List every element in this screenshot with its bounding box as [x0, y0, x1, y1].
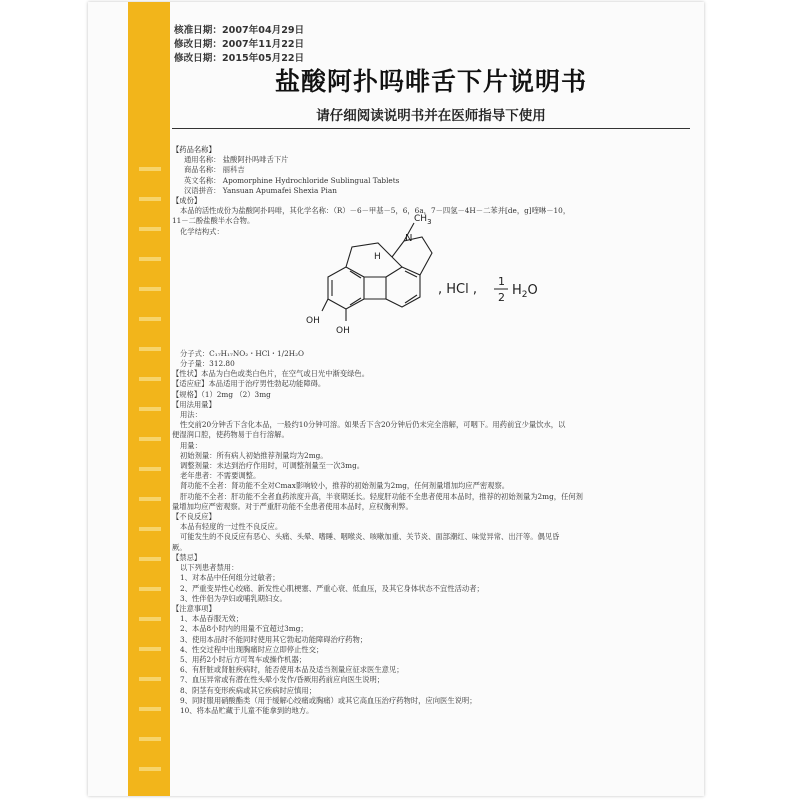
hydroxyl-label-1: OH [306, 315, 320, 326]
trade-name: 商品名称： 丽科吉 [184, 165, 245, 175]
caution-item: 4、性交过程中出现胸痛时应立即停止性交； [180, 644, 324, 654]
section-header-contraindications: 【禁忌】 [172, 552, 202, 562]
hemihydrate-numerator: 1 [498, 274, 505, 288]
caution-item: 6、有肝脏或肾脏疾病时，能否使用本品及适当剂量应征求医生意见； [180, 665, 404, 675]
ring-c [386, 267, 420, 307]
contra-item: 2、严重变异性心绞痛、新发性心肌梗塞、严重心衰、低血压，及其它身体状态不宜性活动者； [180, 583, 484, 593]
section-properties: 【性状】本品为白色或类白色片，在空气或日光中渐变绿色。 [172, 369, 370, 379]
yellow-stripe [128, 2, 170, 796]
caution-item: 9、同时服用硝酸酯类（用于缓解心绞痛或胸痛）或其它高血压治疗药物时，应向医生说明； [180, 695, 477, 705]
section-header-drug-name: 【药品名称】 [172, 145, 216, 154]
caution-item: 2、本品8小时内的用量不宜超过3mg； [180, 624, 308, 634]
approval-dates [174, 24, 304, 66]
ring-b [346, 243, 392, 267]
section-header-adverse: 【不良反应】 [172, 512, 216, 522]
composition-text-2: 11－二酚盐酸半水合物。 [172, 216, 255, 226]
section-indication: 【适应症】本品适用于治疗男性勃起功能障碍。 [172, 379, 326, 389]
dose-hepatic-1: 肝功能不全者：肝功能不全者血药浓度升高，半衰期延长。轻度肝功能不全患者使用本品时，推荐的初始剂量为2mg，任何剂 [180, 491, 583, 501]
hydroxyl-label-2: OH [336, 325, 350, 336]
caution-item: 1、本品吞服无效； [180, 614, 244, 624]
revision-date-2: 修改日期：2015年05月22日 [174, 53, 305, 64]
section-header-composition: 【成份】 [172, 196, 202, 206]
hydrogen-label: H [374, 251, 381, 262]
molecular-formula: 分子式：C₁₇H₁₇NO₂・HCl・1/2H₂O [180, 348, 305, 358]
leaflet-body [172, 145, 690, 716]
hemihydrate-denominator: 2 [498, 290, 505, 304]
composition-text-1: 本品的活性成份为盐酸阿扑吗啡，其化学名称：（R）－6－甲基－5，6，6a，7－四氢－4H－二苯并[de，g]喹啉－10， [180, 206, 571, 216]
approval-date: 核准日期：2007年04月29日 [174, 25, 305, 36]
caution-item: 7、血压异常或有潜在性头晕小发作/昏厥用药前应向医生说明； [180, 675, 385, 685]
english-name: 英文名称： Apomorphine Hydrochloride Sublingual Tablets [184, 175, 400, 185]
usage-text-2: 便湿润口腔，使药物易于自行溶解。 [172, 430, 289, 440]
revision-date-1: 修改日期：2007年11月22日 [174, 39, 305, 50]
title-divider [172, 128, 690, 129]
salt-label: , HCl , [438, 281, 477, 297]
caution-item: 3、使用本品时不能同时使用其它勃起功能障碍治疗药物； [180, 634, 368, 644]
dose-initial: 初始剂量：所有病人初始推荐剂量均为2mg。 [180, 450, 328, 460]
adverse-text-3: 厥。 [172, 542, 187, 552]
adverse-text-2: 可能发生的不良反应有恶心、头痛、头晕、嗜睡、咽喉炎、咳嗽加重、关节炎、面部潮红、味觉异常、出汗等。偶见昏 [180, 532, 560, 542]
dose-adjust: 调整剂量：未达到治疗作用时，可调整剂量至一次3mg。 [180, 461, 365, 471]
adverse-text-1: 本品有轻度的一过性不良反应。 [180, 522, 283, 532]
caution-item: 8、阴茎有变形疾病或其它疾病时应慎用； [180, 685, 316, 695]
contra-item: 1、对本品中任何组分过敏者； [180, 573, 280, 583]
document-subtitle: 请仔细阅读说明书并在医师指导下使用 [316, 108, 546, 124]
chemical-structure-drawing [292, 213, 592, 349]
contra-item: 3、性伴侣为孕妇或哺乳期妇女。 [180, 593, 287, 603]
section-spec: 【规格】（1）2mg （2）3mg [172, 389, 271, 399]
section-header-usage: 【用法用量】 [172, 399, 216, 409]
dose-elderly: 老年患者：不需要调整。 [180, 471, 261, 481]
nitrogen-label: N [405, 232, 413, 244]
usage-label: 用法： [180, 410, 202, 420]
section-header-cautions: 【注意事项】 [172, 603, 216, 613]
pinyin-name: 汉语拼音： Yansuan Apumafei Shexia Pian [184, 185, 337, 195]
usage-text-1: 性交前20分钟舌下含化本品，一般约10分钟可溶。如果舌下含20分钟后仍未完全溶解，可咽下。用药前宜少量饮水，以 [180, 420, 566, 430]
structure-label: 化学结构式： [180, 226, 224, 236]
dose-label: 用量： [180, 440, 202, 450]
methyl-label: $CH_3$ [414, 213, 432, 226]
ring-a [328, 267, 364, 309]
common-name: 通用名称： 盐酸阿扑吗啡舌下片 [184, 155, 289, 165]
dose-hepatic-2: 量增加均应严密观察。对于严重肝功能不全患者使用本品时，应权衡利弊。 [172, 501, 413, 511]
contra-intro: 以下列患者禁用： [180, 563, 239, 573]
caution-item: 5、用药2小时后方可驾车或操作机器； [180, 654, 307, 664]
dose-renal: 肾功能不全者：肾功能不全对Cmax影响较小，推荐的初始剂量为2mg，任何剂量增加均应严密观察。 [180, 481, 510, 491]
water-label: $H_2O$ [512, 282, 538, 300]
leaflet-sheet [88, 2, 704, 796]
molecular-weight: 分子量：312.80 [180, 359, 235, 369]
document-title: 盐酸阿扑吗啡舌下片说明书 [274, 67, 587, 96]
caution-item: 10、将本品贮藏于儿童不能拿到的地方。 [180, 705, 314, 715]
